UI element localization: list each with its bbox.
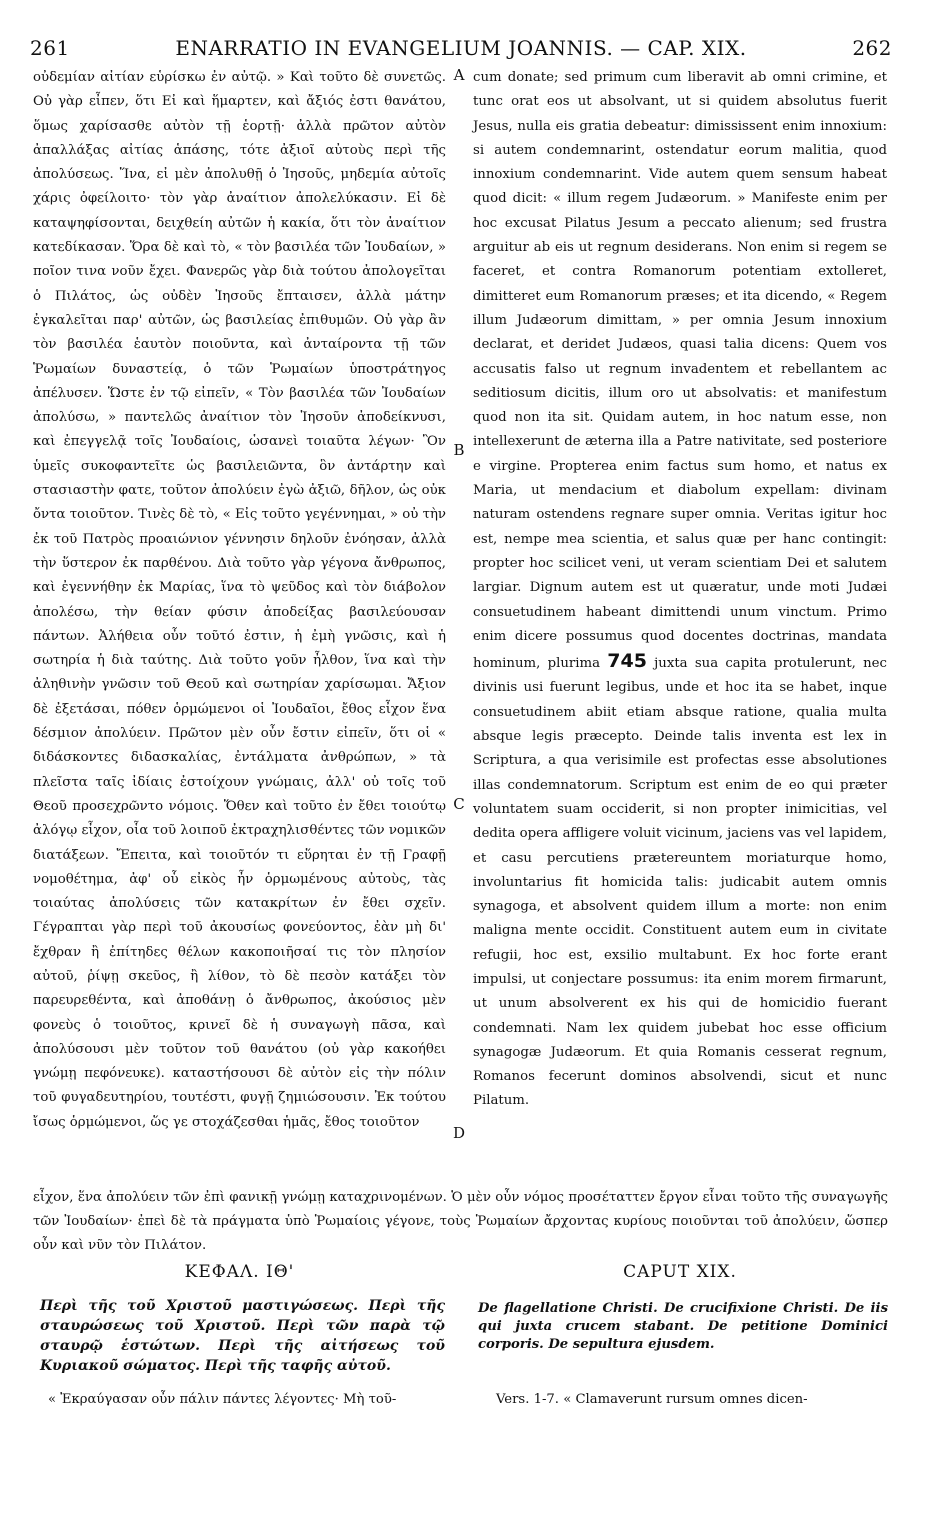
greek-column: [33, 66, 446, 1135]
greek-chapter-summary: Περὶ τῆς τοῦ Χριστοῦ μαστιγώσεως. Περὶ τῆς σταυρώσεως τοῦ Χριστοῦ. Περὶ τῶν παρὰ τῷ σταυρῷ ἑστώτων. Περὶ τῆς αἰτήσεως τοῦ Κυριακοῦ σώματος. Περὶ τῆς ταφῆς αὐτοῦ.: [40, 1298, 445, 1374]
latin-verse-start: Vers. 1-7. « Clamaverunt rursum omnes dicen-: [496, 1392, 808, 1407]
page-number-right: 262: [852, 36, 892, 60]
margin-letter-a: A: [453, 66, 465, 84]
greek-full-width-text: εἶχον, ἕνα ἀπολύειν τῶν ἐπὶ φανικῇ γνώμῃ καταχρινομένων. Ὁ μὲν οὖν νόμος προσέταττεν ἔργον εἶναι τοῦτο τῆς συναγωγῆς τῶν Ἰουδαίων· ἐπεὶ δὲ τὰ πράγματα ὑπὸ Ῥωμαίοις γέγονε, τοὺς Ῥωμαίων ἄρχοντας κυρίους ποιοῦνται τοῦ ἀπολύειν, ὥσπερ οὖν καὶ νῦν τὸν Πιλάτον.: [33, 1190, 888, 1253]
margin-letter-b: B: [453, 441, 465, 459]
margin-letter-c: C: [453, 795, 465, 813]
margin-letter-d: D: [452, 1124, 466, 1142]
greek-verse-start: « Ἐκραύγασαν οὖν πάλιν πάντες λέγοντες· Μὴ τοῦ-: [48, 1392, 397, 1407]
latin-chapter-title: CAPUT XIX.: [623, 1262, 737, 1282]
latin-text-before: cum donate; sed primum cum liberavit ab omni crimine, et tunc orat eos ut absolvant, ut si quidem absolutus fuerit Jesus, nulla eis gratia debeatur: dimississent enim innoxium: si autem condemnarint, ostendatur eorum malitia, quod innoxium condemnarint. Vide autem quem sensum habeat quod dicit: « illum regem Judæorum. » Manifeste enim per hoc excusat Pilatus Jesum a peccato alienum; sed frustra arguitur ab eis ut regnum desiderans. Non enim si regem se faceret, et contra Romanorum potentiam extolleret, dimitteret eum Romanorum præses; et ita dicendo, « Regem illum Judæorum dimittam, » per omnia Jesum innoxium declarat, et deridet Judæos, quasi talia dicens: Quem vos accusatis falso ut regnum invadentem et rebellantem ac seditiosum dicitis, illum oro ut absolvatis: et manifestum quod non ita sit. Quidam autem, in hoc natum esse, non intellexerunt de æterna illa a Patre nativitate, sed posteriore e virgine. Propterea enim factus sum homo, et natus ex Maria, ut mendacium et diabolum expellam: divinam naturam ostendens regnare super omnia. Veritas igitur hoc est, nempe mea scientia, et salus quæ per hanc contingit: propter hoc scilicet veni, ut veram scientiam Dei et salutem largiar. Dignum autem est ut quæratur, unde moti Judæi consuetudinem habeant dimittendi unum vinctum. Primo enim dicere possumus quod docentes doctrinas, mandata hominum, plurima: [473, 70, 887, 672]
running-header: [30, 36, 892, 62]
latin-chapter-summary: De flagellatione Christi. De crucifixione Christi. De iis qui juxta crucem stabant. De petitione Dominici corporis. De sepultura ejusdem.: [478, 1301, 888, 1352]
latin-column-text: [473, 66, 887, 1114]
latin-text-after: juxta sua capita protulerunt, nec divinis usi fuerunt legibus, unde et hoc ita se habet, inque consuetudinem abiit etiam absque ratione, qualia multa absque legis præcepto. Deinde talis inventa est lex in Scriptura, a qua verisimile est profectas esse absolutiones illas condemnatorum. Scriptum est enim de eo qui præter voluntatem suam occiderit, si non propter inimicitias, vel dedita opera affligere voluit vicinum, jaciens vas vel lapidem, et casu percutiens prætereuntem moriaturque homo, involuntarius fit homicida talis: judicabit autem omnis synagoga, et absolvent quidem illum a morte: non enim maligna mente occidit. Constituent autem eum in civitate refugii, hoc est, exsilio multabunt. Ex hoc forte erant impulsi, ut conjectare possumus: ita enim morem firmarunt, ut unum absolverent ex his qui de homicidio fuerant condemnati. Nam lex quidem jubebat hoc esse officium synagogæ Judæorum. Et quia Romanis cesserat regnum, Romanos fecerunt dominos absolvendi, sicut et nunc Pilatum.: [473, 656, 887, 1109]
greek-column-text: οὐδεμίαν αἰτίαν εὑρίσκω ἐν αὐτῷ. » Καὶ τοῦτο δὲ συνετῶς. Οὐ γὰρ εἶπεν, ὅτι Εἰ καὶ ἥμαρτεν, καὶ ἄξιός ἐστι θανάτου, ὅμως χαρίσασθε αὐτὸν τῇ ἑορτῇ· ἀλλὰ πρῶτον αὐτὸν ἀπαλλάξας αἰτίας ἁπάσης, τότε ἀξιοῖ αὐτοὺς περὶ τῆς ἀπολύσεως. Ἵνα, εἰ μὲν ἀπολυθῇ ὁ Ἰησοῦς, μηδεμία αὐτοῖς χάρις ὀφείλοιτο· τὸν γὰρ ἀναίτιον ἀπολελύκασιν. Εἰ δὲ καταψηφίσονται, δειχθείη αὐτῶν ἡ κακία, ὅτι τὸν ἀναίτιον κατεδίκασαν. Ὅρα δὲ καὶ τὸ, « τὸν βασιλέα τῶν Ἰουδαίων, » ποῖον τινα νοῦν ἔχει. Φανερῶς γὰρ διὰ τούτου ἀπολογεῖται ὁ Πιλάτος, ὡς οὐδὲν Ἰησοῦς ἔπταισεν, ἀλλὰ μάτην ἐγκαλεῖται παρ' αὐτῶν, ὡς βασιλείας ἐπιθυμῶν. Οὐ γὰρ ἂν τὸν βασιλέα ἑαυτὸν ποιοῦντα, καὶ ἀνταίροντα τῇ τῶν Ῥωμαίων δυναστείᾳ, ὁ τῶν Ῥωμαίων ὑποστράτηγος ἀπέλυσεν. Ὥστε ἐν τῷ εἰπεῖν, « Τὸν βασιλέα τῶν Ἰουδαίων ἀπολύσω, » παντελῶς ἀναίτιον τὸν Ἰησοῦν ἀποδείκνυσι, καὶ ἐπεγγελᾷ τοῖς Ἰουδαίοις, ὡσανεὶ τοιαῦτα λέγων· Ὃν ὑμεῖς συκοφαντεῖτε ὡς βασιλειῶντα, ὃν ἀντάρτην καὶ στασιαστὴν φατε, τοῦτον ἀπολύειν ἐγὼ ἀξιῶ, δῆλον, ὡς οὐκ ὄντα τοιοῦτον. Τινὲς δὲ τὸ, « Εἰς τοῦτο γεγέννημαι, » οὐ τὴν ἐκ τοῦ Πατρὸς προαιώνιον γέννησιν δηλοῦν ἐνόησαν, ἀλλὰ τὴν ὕστερον ἐκ παρθένου. Διὰ τοῦτο γὰρ γέγονα ἄνθρωπος, καὶ ἐγεννήθην ἐκ Μαρίας, ἵνα τὸ ψεῦδος καὶ τὸν διάβολον ἀπολέσω, τὴν θείαν φύσιν ἀποδείξας βασιλεύουσαν πάντων. Ἀλήθεια οὖν τοῦτό ἐστιν, ἡ ἐμὴ γνῶσις, καὶ ἡ σωτηρία ἡ διὰ ταύτης. Διὰ τοῦτο γοῦν ἦλθον, ἵνα καὶ τὴν ἀληθινὴν γνῶσιν τοῦ Θεοῦ καὶ σωτηρίαν χαρίσωμαι. Ἄξιον δὲ ἐξετάσαι, πόθεν ὁρμώμενοι οἱ Ἰουδαῖοι, ἔθος εἶχον ἕνα δέσμιον ἀπολύειν. Πρῶτον μὲν οὖν ἔστιν εἰπεῖν, ὅτι οἱ « διδάσκοντες διδασκαλίας, ἐντάλματα ἀνθρώπων, » τὰ πλεῖστα ταῖς ἰδίαις ἐστοίχουν γνώμαις, ἀλλ' οὐ τοῖς τοῦ Θεοῦ προσεχρῶντο νόμοις. Ὅθεν καὶ τοῦτο ἐν ἔθει τοιούτῳ ἀλόγῳ εἶχον, οἷα τοῦ λοιποῦ ἐκτραχηλισθέντες τῶν νομικῶν διατάξεων. Ἔπειτα, καὶ τοιοῦτόν τι εὕρηται ἐν τῇ Γραφῇ νομοθέτημα, ἀφ' οὗ εἰκὸς ἦν ὁρμωμένους αὐτοὺς, τὰς τοιαύτας ἀπολύσεις τῶν κατακρίτων ἐν ἔθει σχεῖν. Γέγραπται γὰρ περὶ τοῦ ἀκουσίως φονεύοντος, ἐὰν μὴ δι' ἔχθραν ἢ ἐπίτηδες θέλων κακοποιῆσαί τις τὸν πλησίον αὐτοῦ, ῥίψῃ σκεῦος, ἢ λίθον, τὸ δὲ πεσὸν κατάξει τὸν παρευρεθέντα, καὶ ἀποθάνῃ ὁ ἄνθρωπος, ἀκούσιος μὲν φονεὺς ὁ τοιοῦτος, κρινεῖ δὲ ἡ συναγωγὴ πᾶσα, καὶ ἀπολύσουσι μὲν τοῦτον τοῦ θανάτου (οὐ γὰρ κακοήθει γνώμῃ πεφόνευκε). καταστήσουσι δὲ αὐτὸν εἰς τὴν πόλιν τοῦ φυγαδευτηρίου, τουτέστι, φυγῇ ζημιώσουσιν. Ἐκ τούτου ἴσως ὁρμώμενοι, ὥς γε στοχάζεσθαι ἡμᾶς, ἔθος τοιοῦτον: [33, 70, 446, 1130]
greek-chapter-title: ΚΕΦΑΛ. ΙΘ': [184, 1262, 295, 1282]
column-number: 745: [607, 650, 647, 673]
running-title: ENARRATIO IN EVANGELIUM JOANNIS. — CAP. XIX.: [175, 36, 747, 60]
latin-column: [473, 66, 887, 1114]
page-number-left: 261: [30, 36, 70, 60]
